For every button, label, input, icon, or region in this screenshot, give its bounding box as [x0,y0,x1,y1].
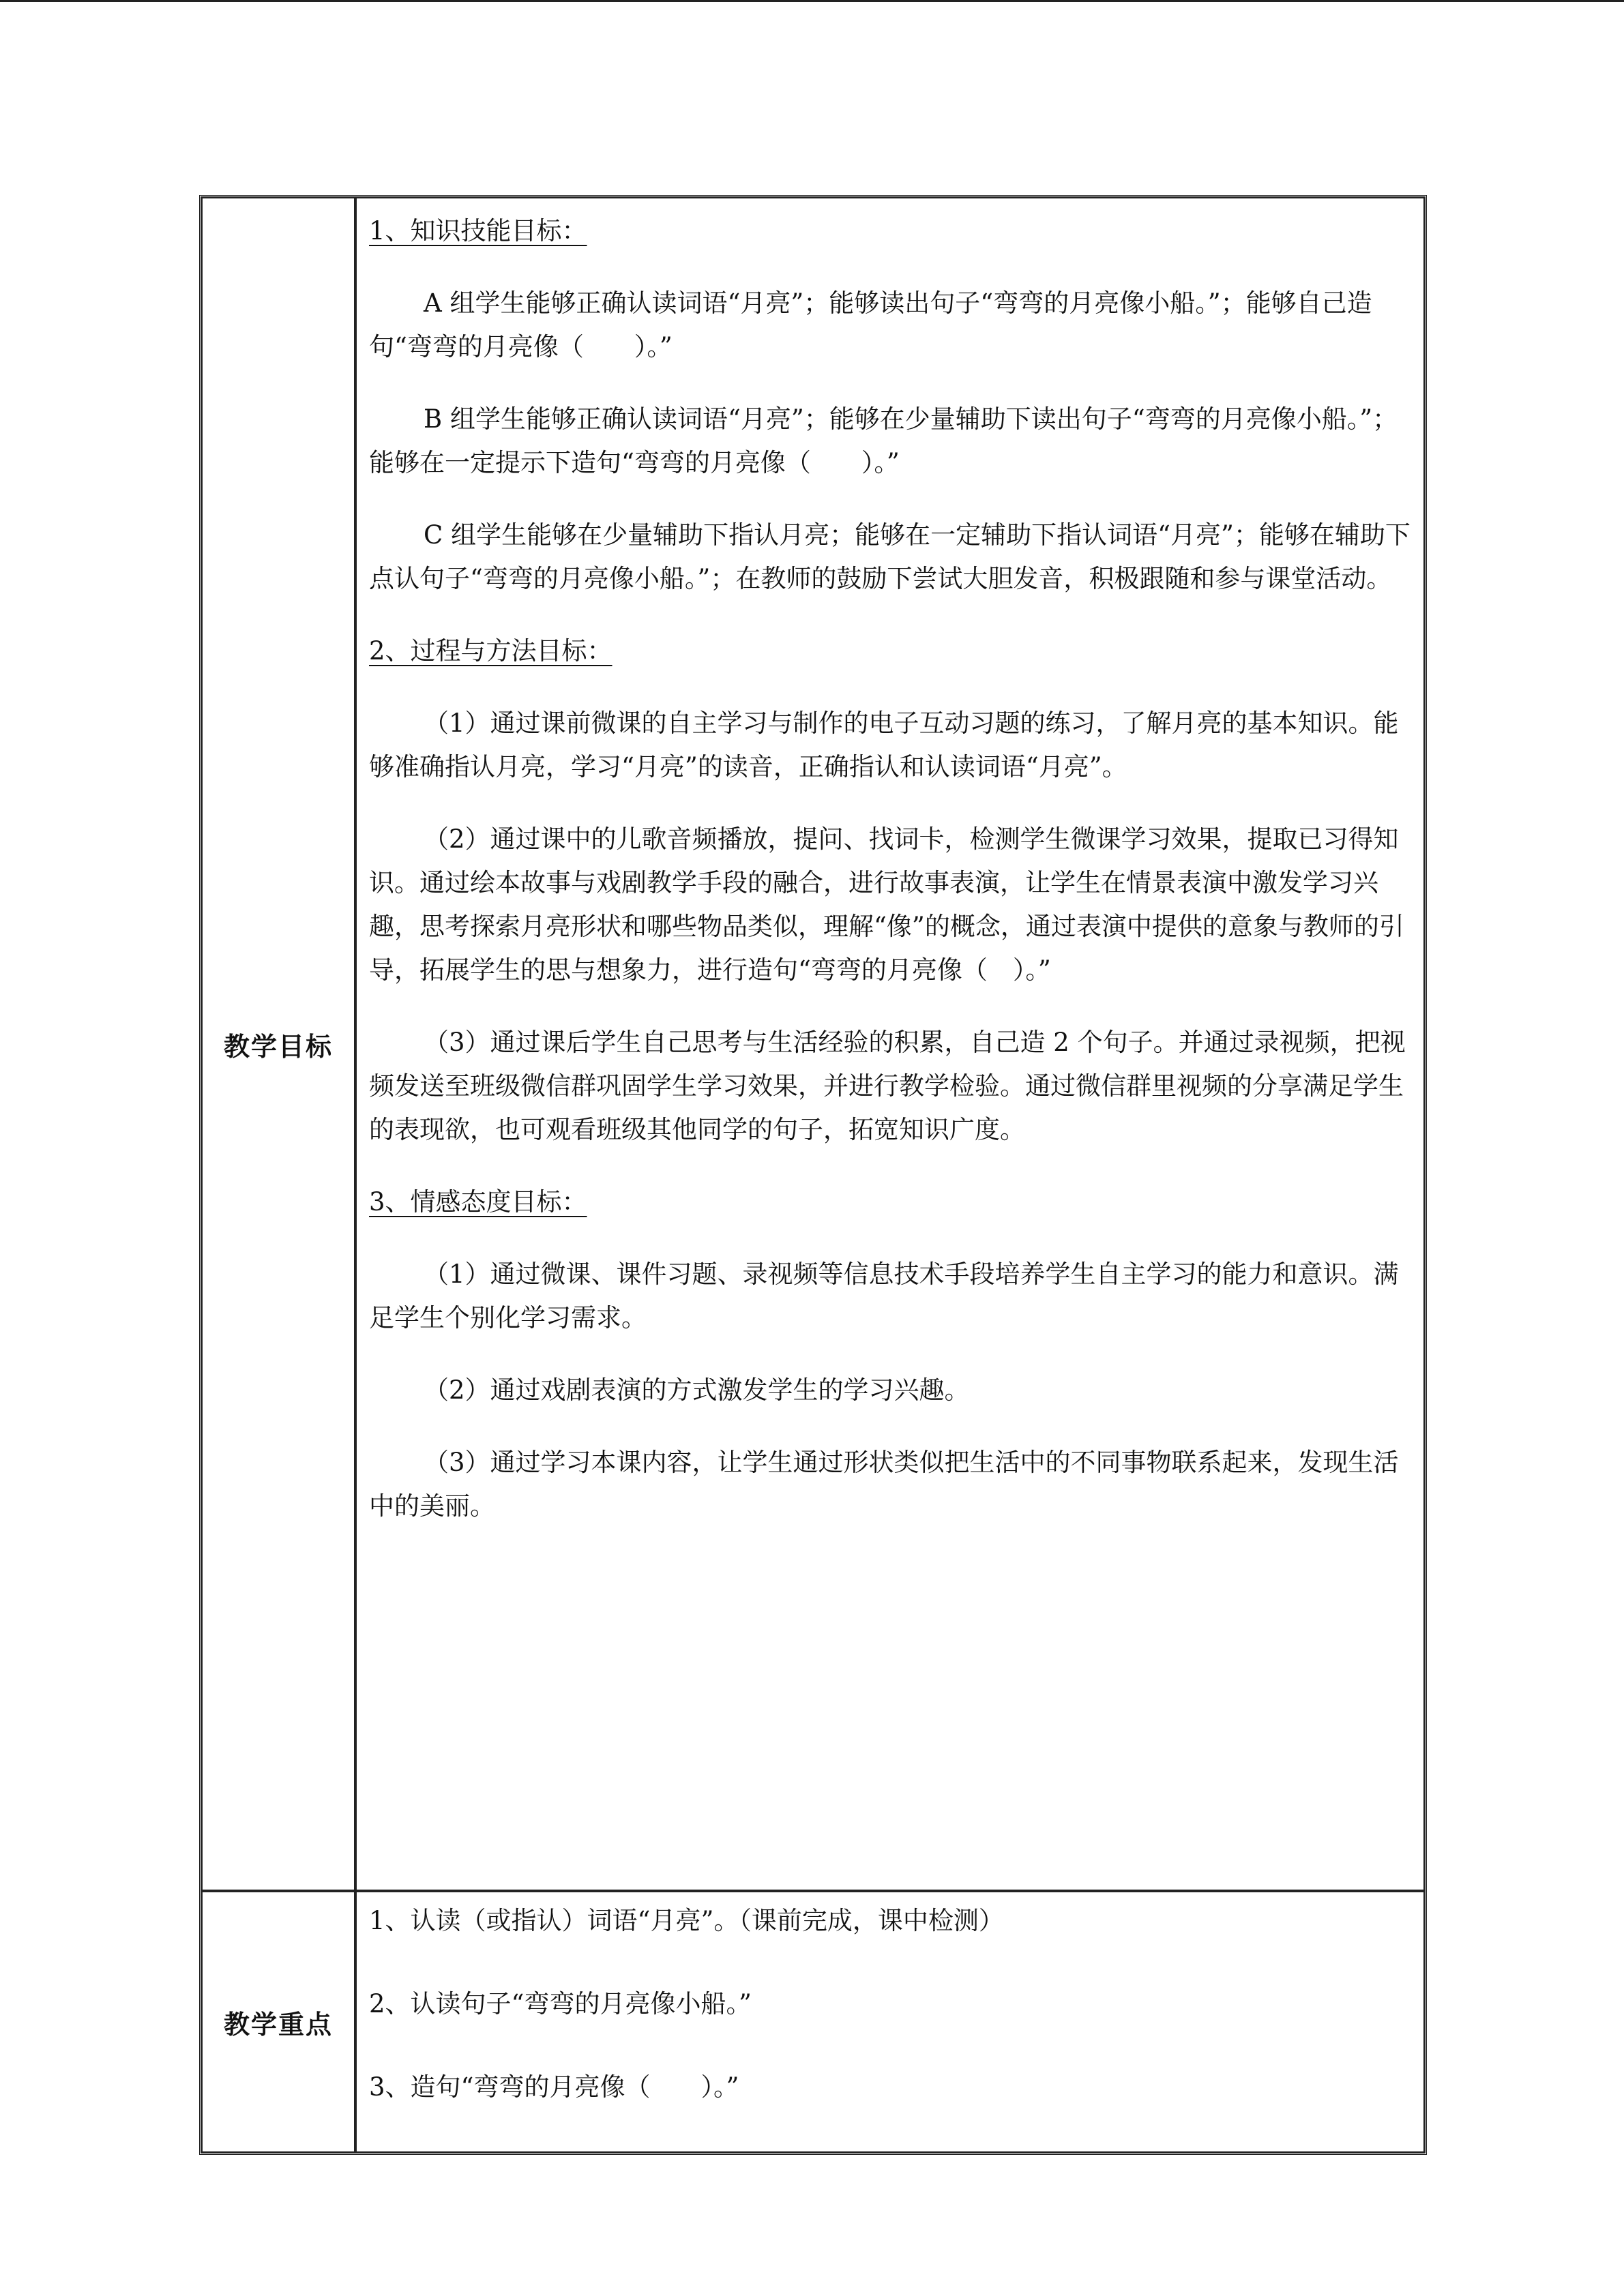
table-row-key-points [201,1891,1425,2153]
process-goal-1: （1）通过课前微课的自主学习与制作的电子互动习题的练习，了解月亮的基本知识。能够准确指认月亮，学习“月亮”的读音，正确指认和认读词语“月亮”。 [369,709,1399,781]
process-goal-3: （3）通过课后学生自己思考与生活经验的积累，自己造 2 个句子。并通过录视频，把视频发送至班级微信群巩固学生学习效果，并进行教学检验。通过微信群里视频的分享满足学生的表现欲，也可观看班级其他同学的句子，拓宽知识广度。 [369,1028,1406,1144]
key-point-item: 3、造句“弯弯的月亮像（ ）。” [369,2072,739,2102]
objectives-content [355,197,1425,1891]
key-point-item: 1、认读（或指认）词语“月亮”。（课前完成，课中检测） [369,1906,1004,1935]
key-point-item: 2、认读句子“弯弯的月亮像小船。” [369,1989,752,2018]
process-method-heading: 2、过程与方法目标： [369,636,612,666]
emotion-attitude-heading: 3、情感态度目标： [369,1187,587,1217]
key-points-label: 教学重点 [201,1891,355,2153]
emotion-goal-1: （1）通过微课、课件习题、录视频等信息技术手段培养学生自主学习的能力和意识。满足学生个别化学习需求。 [369,1259,1399,1332]
group-a-goal: A 组学生能够正确认读词语“月亮”；能够读出句子“弯弯的月亮像小船。”；能够自己造句“弯弯的月亮像（ ）。” [369,288,1372,361]
page-top-rule [0,0,1624,2]
group-b-goal: B 组学生能够正确认读词语“月亮”；能够在少量辅助下读出句子“弯弯的月亮像小船。”；能够在一定提示下造句“弯弯的月亮像（ ）。” [369,404,1398,477]
objectives-label: 教学目标 [201,197,355,1891]
emotion-goal-2: （2）通过戏剧表演的方式激发学生的学习兴趣。 [424,1375,970,1405]
key-points-content [355,1891,1425,2153]
emotion-goal-3: （3）通过学习本课内容，让学生通过形状类似把生活中的不同事物联系起来，发现生活中的美丽。 [369,1448,1399,1521]
process-goal-2: （2）通过课中的儿歌音频播放，提问、找词卡，检测学生微课学习效果，提取已习得知识。通过绘本故事与戏剧教学手段的融合，进行故事表演，让学生在情景表演中激发学习兴趣，思考探索月亮形状和哪些物品类似，理解“像”的概念，通过表演中提供的意象与教师的引导，拓展学生的思与想象力，进行造句“弯弯的月亮像（ ）。” [369,824,1404,985]
lesson-plan-table [199,195,1427,2155]
table-row-objectives [201,197,1425,1891]
knowledge-skill-heading: 1、知识技能目标： [369,216,587,245]
group-c-goal: C 组学生能够在少量辅助下指认月亮；能够在一定辅助下指认词语“月亮”；能够在辅助下点认句子“弯弯的月亮像小船。”；在教师的鼓励下尝试大胆发音，积极跟随和参与课堂活动。 [369,520,1411,593]
